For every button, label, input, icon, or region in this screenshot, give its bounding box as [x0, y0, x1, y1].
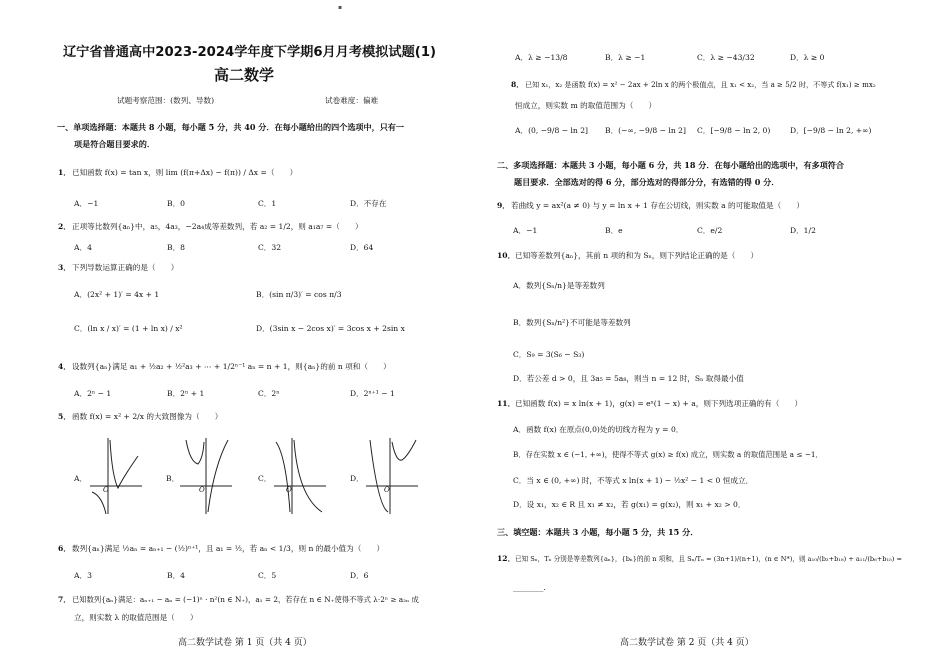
q11-option-a[interactable]: A．函数 f(x) 在原点(0,0)处的切线方程为 y = 0．: [513, 425, 684, 434]
q9-stem: 若曲线 y = ax²(a ≠ 0) 与 y = ln x + 1 存在公切线，则实数 a 的可能取值是（ ）: [511, 201, 804, 210]
q2-option-b[interactable]: B．8: [167, 243, 186, 252]
q5-graph-c-origin: O: [286, 486, 292, 494]
q5-stem: 函数 f(x) = x² + 2/x 的大致图像为（ ）: [72, 412, 223, 421]
q5-option-a[interactable]: A．: [74, 474, 88, 483]
q2-number: 2．: [58, 222, 71, 231]
page-2: [475, 0, 950, 672]
q10-stem: 已知等差数列{aₙ}，其前 n 项的和为 Sₙ，则下列结论正确的是（ ）: [515, 251, 759, 260]
q6-option-c[interactable]: C．5: [258, 571, 277, 580]
q8-number: 8．: [511, 80, 524, 89]
q5-graph-b[interactable]: [178, 436, 234, 516]
q7-option-a[interactable]: A．λ ≥ −13/8: [515, 53, 568, 62]
q10-number: 10．: [497, 251, 516, 260]
q6-option-b[interactable]: B．4: [167, 571, 186, 580]
q5-option-c[interactable]: C．: [258, 474, 272, 483]
q8-option-b[interactable]: B．(−∞, −9/8 − ln 2]: [605, 126, 686, 135]
q7-option-c[interactable]: C．λ ≥ −43/32: [697, 53, 755, 62]
q3-option-a[interactable]: A．(2x² + 1)′ = 4x + 1: [74, 290, 160, 299]
q9-number: 9．: [497, 201, 510, 210]
q8-stem: 已知 x₁，x₂ 是函数 f(x) = x² − 2ax + 2ln x 的两个极值点，且 x₁ < x₂，当 a ≥ 5/2 时，不等式 f(x₁) ≥ mx₂: [525, 80, 876, 89]
footer-page-2: 高二数学试卷 第 2 页（共 4 页）: [620, 638, 754, 648]
q3-option-d[interactable]: D．(3sin x − 2cos x)′ = 3cos x + 2sin x: [256, 324, 405, 333]
q4-number: 4．: [58, 362, 71, 371]
q5-graph-a-origin: O: [103, 486, 109, 494]
q2-option-c[interactable]: C．32: [258, 243, 282, 252]
section-2-heading: 二、多项选择题：本题共 3 小题，每小题 6 分，共 18 分．在每小题给出的选项中，有多项符合: [497, 160, 844, 170]
footer-page-1: 高二数学试卷 第 1 页（共 4 页）: [178, 638, 312, 648]
q9-option-d[interactable]: D．1/2: [790, 226, 816, 235]
q2-option-a[interactable]: A．4: [74, 243, 92, 252]
q8-option-a[interactable]: A．(0, −9/8 − ln 2]: [515, 126, 589, 135]
q8-stem-cont: 恒成立，则实数 m 的取值范围为（ ）: [515, 101, 657, 110]
q4-option-b[interactable]: B．2ⁿ + 1: [167, 389, 205, 398]
q11-option-b[interactable]: B．存在实数 x ∈ (−1, +∞)，使得不等式 g(x) ≥ f(x) 成立，则实数 a 的取值范围是 a ≤ −1．: [513, 450, 823, 459]
q3-option-c[interactable]: C．(ln x / x)′ = (1 + ln x) / x²: [74, 324, 183, 333]
q12-stem: 已知 Sₙ，Tₙ 分别是等差数列{aₙ}，{bₙ}的前 n 项和，且 Sₙ/Tₙ = (3n+1)/(n+1)，(n ∈ N*)，则 a₁₀/(b₃+b₁₈) + a₁₁/(b₆+b₁₅) =: [515, 555, 902, 563]
q11-option-d[interactable]: D．设 x₁，x₂ ∈ R 且 x₁ ≠ x₂，若 g(x₁) = g(x₂)，则 x₁ + x₂ > 0．: [513, 500, 746, 509]
q2-option-d[interactable]: D．64: [350, 243, 374, 252]
q3-number: 3．: [58, 263, 71, 272]
q5-option-b[interactable]: B．: [166, 474, 180, 483]
q5-graph-c[interactable]: [272, 436, 328, 516]
q4-option-d[interactable]: D．2ⁿ⁺¹ − 1: [350, 389, 395, 398]
section-1-heading-cont: 项是符合题目要求的．: [74, 139, 155, 149]
q10-option-c[interactable]: C．S₉ = 3(S₆ − S₃): [513, 350, 585, 359]
exam-scope: 试题考察范围：(数列、导数): [117, 96, 215, 105]
q5-option-d[interactable]: D．: [350, 474, 364, 483]
q12-answer-blank[interactable]: ________.: [513, 583, 546, 592]
q6-stem: 数列{aₙ}满足 ½aₙ = aₙ₊₁ − (½)ⁿ⁺¹，且 a₁ = ½，若 aₙ < 1/3，则 n 的最小值为（ ）: [72, 544, 385, 553]
q10-option-a[interactable]: A．数列{Sₙ/n}是等差数列: [513, 281, 605, 290]
q5-graph-b-origin: O: [199, 486, 205, 494]
q4-option-a[interactable]: A．2ⁿ − 1: [74, 389, 112, 398]
q7-option-b[interactable]: B．λ ≥ −1: [605, 53, 646, 62]
q1-number: 1．: [58, 168, 71, 177]
exam-difficulty: 试卷难度：偏难: [325, 96, 379, 105]
q2-stem: 正项等比数列{aₙ}中，a₅，4a₃，−2a₄成等差数列，若 a₂ = 1/2，则 a₁a₇ =（ ）: [72, 222, 363, 231]
q10-option-d[interactable]: D．若公差 d > 0，且 3a₅ = 5a₈，则当 n = 12 时，Sₙ 取得最小值: [513, 374, 744, 383]
q8-option-c[interactable]: C．[−9/8 − ln 2, 0): [697, 126, 771, 135]
exam-title: 辽宁省普通高中2023-2024学年度下学期6月月考模拟试题(1): [63, 45, 437, 60]
q11-option-c[interactable]: C．当 x ∈ (0, +∞) 时，不等式 x ln(x + 1) − ½x² − 1 < 0 恒成立．: [513, 476, 754, 485]
q5-graph-d-origin: O: [384, 486, 390, 494]
q4-option-c[interactable]: C．2ⁿ: [258, 389, 280, 398]
q6-option-d[interactable]: D．6: [350, 571, 369, 580]
q10-option-b[interactable]: B．数列{Sₙ/n²}不可能是等差数列: [513, 318, 631, 327]
q1-option-d[interactable]: D．不存在: [350, 199, 387, 208]
q12-number: 12．: [497, 554, 516, 563]
q6-number: 6．: [58, 544, 71, 553]
q9-option-c[interactable]: C．e/2: [697, 226, 723, 235]
scan-mark: ▪: [338, 4, 343, 11]
q9-option-b[interactable]: B．e: [605, 226, 623, 235]
q5-graph-a[interactable]: [88, 436, 144, 516]
q1-option-a[interactable]: A．−1: [74, 199, 99, 208]
q1-stem: 已知函数 f(x) = tan x，则 lim (f(π+Δx) − f(π)) / Δx =（ ）: [72, 168, 298, 177]
q1-option-b[interactable]: B．0: [167, 199, 186, 208]
exam-subject: 高二数学: [214, 66, 275, 84]
q7-number: 7．: [58, 595, 71, 604]
section-3-heading: 三、填空题：本题共 3 小题，每小题 5 分，共 15 分．: [497, 527, 699, 537]
q11-stem: 已知函数 f(x) = x ln(x + 1)，g(x) = eˣ(1 − x) + a，则下列选项正确的有（ ）: [515, 399, 803, 408]
q4-stem: 设数列{aₙ}满足 a₁ + ½a₂ + ½²a₃ + ⋯ + 1/2ⁿ⁻¹ aₙ = n + 1，则{aₙ}的前 n 项和（ ）: [72, 362, 391, 371]
section-2-heading-cont: 题目要求．全部选对的得 6 分，部分选对的得部分分，有选错的得 0 分．: [514, 177, 780, 187]
q6-option-a[interactable]: A．3: [74, 571, 92, 580]
q3-stem: 下列导数运算正确的是（ ）: [72, 263, 179, 272]
q1-option-c[interactable]: C．1: [258, 199, 277, 208]
q5-number: 5．: [58, 412, 71, 421]
q7-stem: 已知数列{aₙ}满足：aₙ₊₁ − aₙ = (−1)ⁿ · n²(n ∈ N₊)，a₁ = 2，若存在 n ∈ N₊使得不等式 λ·2ⁿ ≥ a₂ₙ 成: [72, 595, 419, 604]
q9-option-a[interactable]: A．−1: [513, 226, 538, 235]
q3-option-b[interactable]: B．(sin π/3)′ = cos π/3: [256, 290, 342, 299]
q8-option-d[interactable]: D．[−9/8 − ln 2, +∞): [790, 126, 872, 135]
q7-stem-cont: 立，则实数 λ 的取值范围是（ ）: [74, 613, 198, 622]
q11-number: 11．: [497, 399, 516, 408]
q7-option-d[interactable]: D．λ ≥ 0: [790, 53, 825, 62]
section-1-heading: 一、单项选择题：本题共 8 小题，每小题 5 分，共 40 分．在每小题给出的四个选项中，只有一: [57, 122, 404, 132]
q5-graph-d[interactable]: [364, 436, 420, 516]
